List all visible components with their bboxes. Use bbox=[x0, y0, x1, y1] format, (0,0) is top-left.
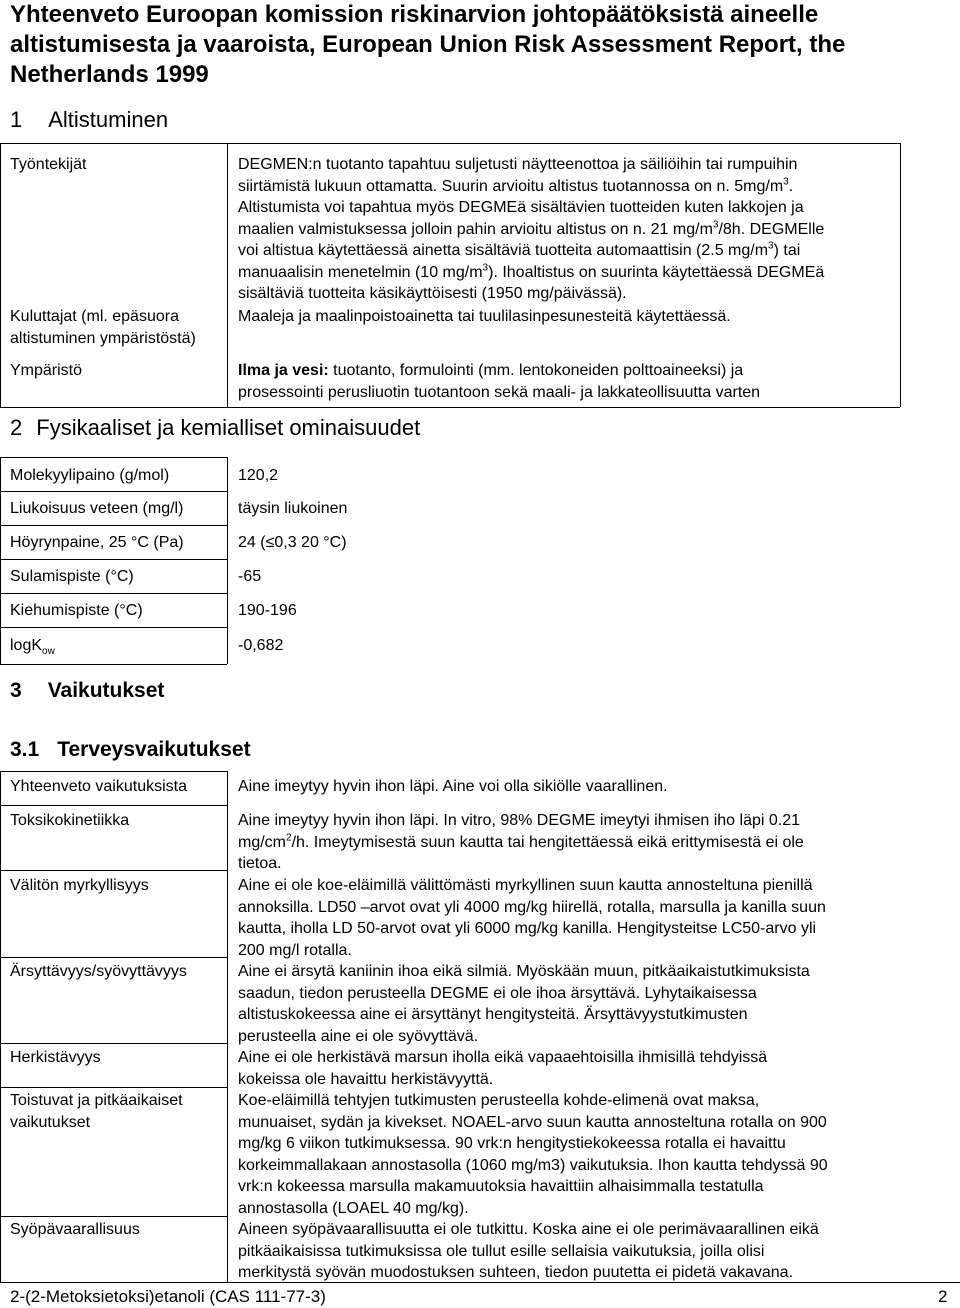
section-number: 2 bbox=[10, 415, 23, 440]
superscript: 3 bbox=[482, 262, 489, 274]
table-rule bbox=[0, 664, 227, 665]
section-title: Fysikaaliset ja kemialliset ominaisuudet bbox=[36, 415, 421, 440]
text-line: Aine ei ole koe-eläimillä välittömästi myrkyllinen suun kautta annosteltuna pienillä bbox=[238, 877, 813, 894]
section-title: Altistuminen bbox=[48, 107, 169, 132]
text-line: perusteella aine ei ole syövyttävä. bbox=[238, 1027, 479, 1045]
text-run: . bbox=[788, 177, 794, 195]
text-run: tuotanto, formulointi (mm. lentokoneiden polttoaineeksi) ja bbox=[328, 362, 744, 379]
text-line: Aineen syöpävaarallisuutta ei ole tutkittu. Koska aine ei ole perimävaarallinen eikä bbox=[238, 1221, 819, 1238]
section-3-1-heading bbox=[10, 737, 251, 763]
text-line: saadun, tiedon perusteella DEGME ei ole ihoa ärsyttävä. Lyhytaikaisessa bbox=[238, 984, 757, 1002]
table-rule bbox=[0, 491, 227, 492]
table-rule bbox=[0, 771, 227, 772]
text-run: /h. Imeytymisestä suun kautta tai hengitettäessä eikä erittymisestä ei ole bbox=[291, 833, 804, 851]
text-line: Altistumista voi tapahtua myös DEGMEä sisältävien tuotteiden kuten lakkojen ja bbox=[238, 199, 804, 216]
table-rule bbox=[0, 457, 227, 458]
text-run: ) tai bbox=[773, 242, 801, 259]
text-line: sisältäviä tuotteita käsikäyttöisesti (1950 mg/päivässä). bbox=[238, 285, 627, 302]
text-line: Aine ei ole herkistävä marsun iholla eikä vapaaehtoisilla ihmisillä tehdyissä bbox=[238, 1049, 768, 1066]
text-line: DEGMEN:n tuotanto tapahtuu suljetusti näytteenottoa ja säiliöihin tai rumpuihin bbox=[238, 156, 798, 173]
effect-label: Ärsyttävyys/syövyttävyys bbox=[10, 963, 187, 980]
text-line: kautta, iholla LD 50-arvot ovat yli 6000 mg/kg kanilla. Hengitysteitse LC50-arvo yli bbox=[238, 920, 817, 937]
property-value: -65 bbox=[238, 568, 262, 585]
table-rule bbox=[0, 593, 227, 594]
effect-text bbox=[238, 1219, 938, 1284]
text-run: manuaalisin menetelmin (10 mg/m bbox=[238, 263, 483, 281]
text-line: munuaiset, sydän ja kivekset. NOAEL-arvo suun kautta annosteltuna rotalla on 900 bbox=[238, 1113, 827, 1131]
table-rule bbox=[0, 1087, 227, 1088]
bold-lead: Ilma ja vesi: bbox=[238, 362, 329, 379]
text-line: kokeissa ole havaittu herkistävyyttä. bbox=[238, 1070, 494, 1088]
superscript: 3 bbox=[783, 176, 789, 188]
property-value: täysin liukoinen bbox=[238, 500, 348, 517]
property-label bbox=[10, 635, 55, 657]
environment-text bbox=[238, 360, 898, 403]
text-line bbox=[238, 176, 898, 198]
table-rule bbox=[0, 627, 227, 628]
page-number: 2 bbox=[938, 1287, 948, 1306]
text-line: merkitystä syövän muodostuksen suhteen, tiedon puutetta ei pidetä vakavana. bbox=[238, 1264, 794, 1281]
section-1-heading bbox=[10, 107, 168, 133]
label-text: logK bbox=[10, 637, 43, 654]
effect-text bbox=[238, 961, 928, 1047]
text-run: ). Ihoaltistus on suurinta käytettäessä DEGMEä bbox=[488, 263, 825, 281]
text-line: pitkäaikaisissa tutkimuksissa ole tullut esille sellaisia vaikutuksia, joilla olisi bbox=[238, 1242, 765, 1260]
consumers-text: Maaleja ja maalinpoistoainetta tai tuulilasinpesunesteitä käytettäessä. bbox=[238, 308, 731, 325]
label-line: vaikutukset bbox=[10, 1113, 91, 1131]
text-line: altistuskokeessa aine ei ärsyttänyt hengitysteitä. Ärsyttävyystutkimusten bbox=[238, 1006, 748, 1023]
superscript: 2 bbox=[286, 832, 292, 844]
property-value: -0,682 bbox=[238, 637, 284, 654]
property-value: 190-196 bbox=[238, 602, 297, 619]
table-rule bbox=[0, 1043, 227, 1044]
effect-text bbox=[238, 1047, 928, 1090]
text-line: annoksilla. LD50 –arvot ovat yli 4000 mg/kg hiirellä, rotalla, marsulla ja kanilla suun bbox=[238, 898, 826, 916]
effect-label: Herkistävyys bbox=[10, 1049, 101, 1066]
text-run: voi altistua käytettäessä ainetta sisältäviä tuotteita automaattisin (2.5 mg/m bbox=[238, 242, 769, 259]
text-line bbox=[238, 262, 898, 284]
effect-label: Syöpävaarallisuus bbox=[10, 1221, 140, 1238]
subscript: ow bbox=[42, 646, 55, 658]
effect-text bbox=[238, 1090, 938, 1219]
footer-substance: 2-(2-Metoksietoksi)etanoli (CAS 111-77-3) bbox=[10, 1287, 326, 1306]
table-rule bbox=[0, 771, 1, 1282]
table-rule bbox=[227, 457, 228, 664]
section-3-heading bbox=[10, 678, 164, 704]
property-value: 24 (≤0,3 20 °C) bbox=[238, 534, 347, 551]
table-rule bbox=[0, 805, 227, 806]
effect-label: Yhteenveto vaikutuksista bbox=[10, 778, 187, 795]
text-run: siirtämistä lukuun ottamatta. Suurin arvioitu altistus tuotannossa on n. 5mg/m bbox=[238, 177, 784, 195]
section-number: 3 bbox=[10, 679, 22, 702]
section-title: Terveysvaikutukset bbox=[57, 738, 251, 761]
table-rule bbox=[0, 525, 227, 526]
effect-label: Välitön myrkyllisyys bbox=[10, 877, 149, 894]
property-value: 120,2 bbox=[238, 467, 279, 484]
superscript: 3 bbox=[768, 240, 774, 252]
effect-text: Aine imeytyy hyvin ihon läpi. Aine voi olla sikiölle vaarallinen. bbox=[238, 778, 668, 795]
text-line bbox=[238, 360, 898, 382]
label-line: Toistuvat ja pitkäaikaiset bbox=[10, 1092, 183, 1109]
text-line: Aine imeytyy hyvin ihon läpi. In vitro, 98% DEGME imeytyi ihmisen iho läpi 0.21 bbox=[238, 812, 801, 829]
text-line: Aine ei ärsytä kaniinin ihoa eikä silmiä. Myöskään muun, pitkäaikaistutkimuksista bbox=[238, 963, 810, 980]
text-line: korkeimmallakaan annostasolla (1060 mg/m3) vaikutuksia. Ihon kautta tehdyssä 90 bbox=[238, 1156, 828, 1174]
table-rule bbox=[0, 143, 900, 144]
table-rule bbox=[227, 771, 228, 1282]
row-label-environment: Ympäristö bbox=[10, 362, 83, 379]
property-label: Höyrynpaine, 25 °C (Pa) bbox=[10, 534, 184, 551]
table-rule bbox=[0, 870, 227, 871]
text-line: tietoa. bbox=[238, 855, 282, 872]
row-label-consumers bbox=[10, 306, 196, 349]
property-label: Kiehumispiste (°C) bbox=[10, 602, 143, 619]
text-run: maalien valmistuksessa jolloin pahin arvioitu altistus on n. 21 mg/m bbox=[238, 220, 713, 238]
row-label-workers: Työntekijät bbox=[10, 156, 87, 173]
table-rule bbox=[900, 143, 901, 407]
text-run: /8h. DEGMElle bbox=[718, 220, 825, 238]
text-line: prosessointi perusliuotin tuotantoon sekä maali- ja lakkateollisuutta varten bbox=[238, 383, 761, 401]
text-line: annostasolla (LOAEL 40 mg/kg). bbox=[238, 1199, 469, 1217]
property-label: Molekyylipaino (g/mol) bbox=[10, 467, 170, 484]
text-run: mg/cm bbox=[238, 833, 286, 851]
table-rule bbox=[0, 559, 227, 560]
label-line: altistuminen ympäristöstä) bbox=[10, 329, 196, 347]
text-line: vrk:n kokeessa marsulla makamuutoksia havaittiin alhaisimmalla testatulla bbox=[238, 1178, 764, 1195]
table-rule bbox=[0, 407, 900, 408]
section-2-heading bbox=[10, 415, 420, 441]
text-line: mg/kg 6 viikon tutkimuksessa. 90 vrk:n hengitystiekokeessa rotalla ei havaittu bbox=[238, 1135, 786, 1152]
workers-text bbox=[238, 154, 898, 305]
table-rule bbox=[0, 957, 227, 958]
effect-label: Toksikokinetiikka bbox=[10, 812, 130, 829]
superscript: 3 bbox=[712, 219, 719, 231]
section-number: 1 bbox=[10, 107, 23, 132]
effect-text bbox=[238, 875, 928, 961]
text-line: Koe-eläimillä tehtyjen tutkimusten perusteella kohde-elimenä ovat maksa, bbox=[238, 1092, 760, 1109]
property-label: Liukoisuus veteen (mg/l) bbox=[10, 500, 184, 517]
text-line: 200 mg/l rotalla. bbox=[238, 941, 352, 959]
effect-label bbox=[10, 1090, 183, 1133]
text-line bbox=[238, 240, 898, 262]
section-title: Vaikutukset bbox=[47, 679, 165, 702]
table-rule bbox=[0, 143, 1, 407]
table-rule bbox=[227, 143, 228, 407]
effect-text bbox=[238, 810, 918, 875]
section-number: 3.1 bbox=[10, 738, 40, 761]
table-rule bbox=[0, 457, 1, 664]
text-line bbox=[238, 219, 898, 241]
document-title: Yhteenveto Euroopan komission riskinarvion johtopäätöksistä aineelle altistumisesta ja vaaroista, European Union Risk Assessment Report, the Netherlands 1999 bbox=[10, 1, 846, 88]
property-label: Sulamispiste (°C) bbox=[10, 568, 134, 585]
text-line bbox=[238, 832, 918, 854]
label-line: Kuluttajat (ml. epäsuora bbox=[10, 308, 179, 325]
table-rule bbox=[0, 1216, 227, 1217]
